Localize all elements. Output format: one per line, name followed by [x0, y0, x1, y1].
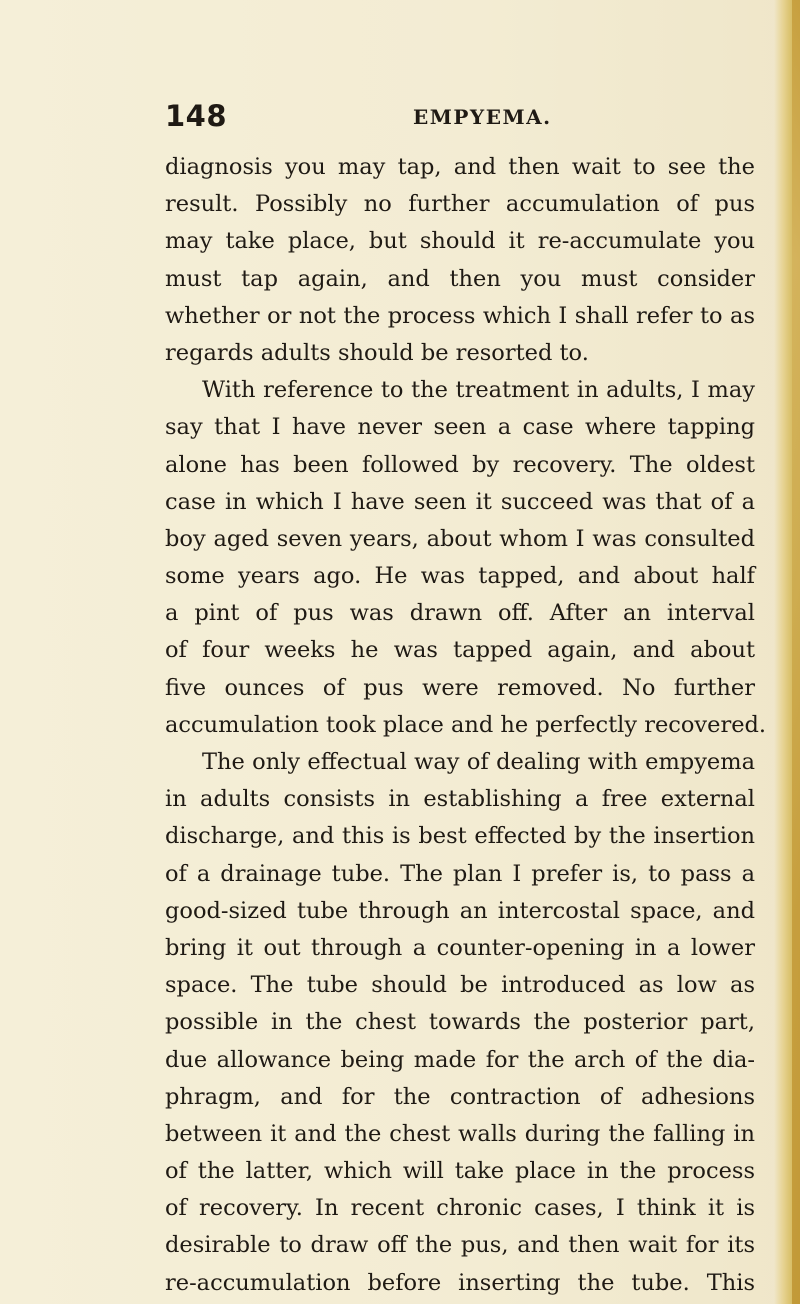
page-edge-binding [792, 0, 800, 1304]
text-line: case in which I have seen it succeed was that of a [165, 488, 755, 515]
text-line: accumulation took place and he perfectly recovered. [165, 711, 767, 738]
text-line: regards adults should be resorted to. [165, 339, 589, 366]
text-line: of a drainage tube. The plan I prefer is, to pass a [165, 860, 755, 887]
text-line: space. The tube should be introduced as low as [165, 972, 755, 999]
text-line: possible in the chest towards the posterior part, [165, 1009, 755, 1036]
running-title: EMPYEMA. [413, 105, 552, 129]
text-line: diagnosis you may tap, and then wait to see the [165, 154, 755, 180]
text-line: between it and the chest walls during the falling in [165, 1120, 755, 1147]
text-line: due allowance being made for the arch of the dia- [165, 1046, 755, 1073]
text-line: some years ago. He was tapped, and about half [165, 563, 755, 590]
page-number: 148 [165, 99, 228, 133]
text-line: may take place, but should it re-accumulate you [165, 228, 755, 255]
text-line: re-accumulation before inserting the tube. This [165, 1269, 755, 1296]
body-text [165, 149, 767, 1302]
text-line: alone has been followed by recovery. The oldest [165, 451, 755, 478]
text-line: of recovery. In recent chronic cases, I think it is [165, 1195, 755, 1222]
text-line: boy aged seven years, about whom I was consulted [165, 525, 755, 552]
text-line: desirable to draw off the pus, and then wait for its [165, 1232, 755, 1259]
text-line: must tap again, and then you must consider [165, 265, 755, 292]
text-line: of the latter, which will take place in the process [165, 1158, 755, 1185]
page-header [165, 96, 755, 136]
text-line: a pint of pus was drawn off. After an interval [165, 600, 755, 627]
text-line: With reference to the treatment in adults, I may [202, 377, 755, 404]
text-line: result. Possibly no further accumulation of pus [165, 191, 755, 218]
text-line: good-sized tube through an intercostal space, and [165, 897, 755, 924]
text-line: bring it out through a counter-opening in a lower [165, 934, 755, 961]
text-line: whether or not the process which I shall refer to as [165, 302, 755, 329]
text-line: phragm, and for the contraction of adhesions [165, 1083, 755, 1110]
text-line: of four weeks he was tapped again, and about [165, 637, 755, 664]
text-line: in adults consists in establishing a free external [165, 786, 755, 813]
text-line: say that I have never seen a case where tapping [165, 414, 755, 441]
text-line: discharge, and this is best effected by the insertion [165, 823, 755, 850]
text-line: five ounces of pus were removed. No further [165, 674, 755, 701]
text-line: The only effectual way of dealing with empyema [202, 749, 755, 775]
